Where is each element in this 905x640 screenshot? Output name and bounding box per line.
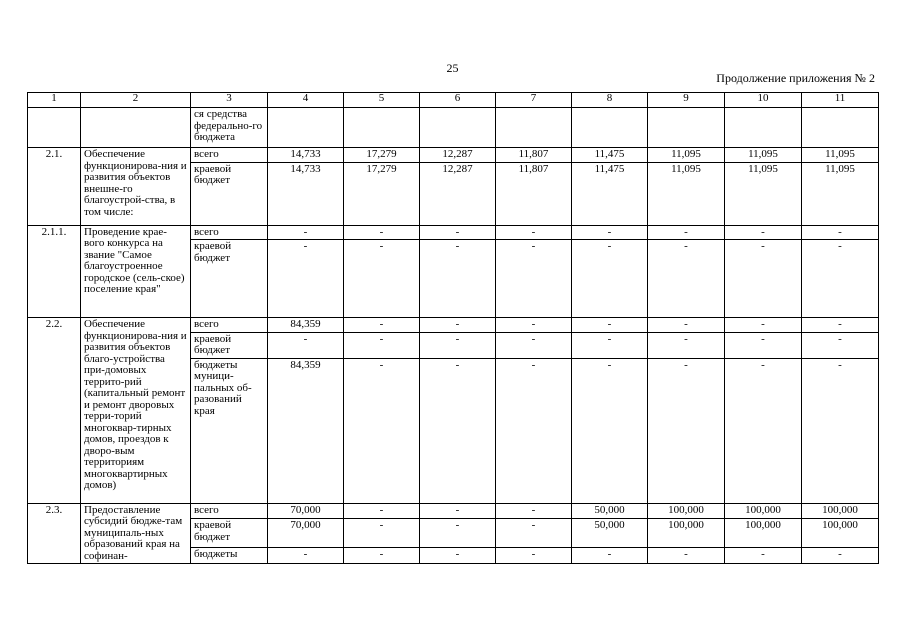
header-row (28, 93, 879, 108)
value-cell: 100,000 (802, 519, 879, 548)
value-cell: - (344, 503, 420, 519)
funding-source: ся средства федерально-го бюджета (191, 108, 268, 148)
value-cell: - (648, 548, 725, 564)
column-header-10: 10 (725, 93, 802, 108)
value-cell: 17,279 (344, 162, 420, 225)
value-cell: 11,807 (496, 162, 572, 225)
column-header-5: 5 (344, 93, 420, 108)
value-cell: - (648, 318, 725, 333)
funding-source: краевой бюджет (191, 240, 268, 318)
value-cell: 12,287 (420, 148, 496, 163)
value-cell: - (572, 548, 648, 564)
value-cell: - (420, 503, 496, 519)
column-header-2: 2 (81, 93, 191, 108)
value-cell (496, 108, 572, 148)
value-cell: - (496, 318, 572, 333)
value-cell: - (344, 240, 420, 318)
value-cell: - (496, 240, 572, 318)
continuation-label: Продолжение приложения № 2 (716, 71, 875, 85)
value-cell: 11,095 (802, 162, 879, 225)
column-header-4: 4 (268, 93, 344, 108)
value-cell: - (802, 332, 879, 358)
value-cell: - (268, 240, 344, 318)
value-cell: - (802, 318, 879, 333)
funding-source: всего (191, 318, 268, 333)
value-cell: - (268, 332, 344, 358)
value-cell: 84,359 (268, 358, 344, 503)
value-cell: - (344, 225, 420, 240)
value-cell: - (802, 240, 879, 318)
value-cell: - (496, 225, 572, 240)
value-cell: - (648, 240, 725, 318)
value-cell: - (648, 358, 725, 503)
value-cell: - (420, 548, 496, 564)
column-header-6: 6 (420, 93, 496, 108)
value-cell: 100,000 (648, 503, 725, 519)
column-header-3: 3 (191, 93, 268, 108)
column-header-7: 7 (496, 93, 572, 108)
value-cell: - (344, 519, 420, 548)
item-name: Проведение крае-вого конкурса на звание "Самое благоустроенное городское (сель-ское) поселение края" (81, 225, 191, 318)
value-cell: - (802, 548, 879, 564)
value-cell: 100,000 (648, 519, 725, 548)
column-header-11: 11 (802, 93, 879, 108)
funding-source: краевой бюджет (191, 162, 268, 225)
value-cell: - (725, 240, 802, 318)
value-cell: - (420, 358, 496, 503)
funding-source: краевой бюджет (191, 332, 268, 358)
value-cell: 50,000 (572, 503, 648, 519)
value-cell: - (572, 358, 648, 503)
value-cell: 11,095 (802, 148, 879, 163)
table-row (28, 108, 879, 148)
value-cell: - (648, 332, 725, 358)
value-cell: - (344, 332, 420, 358)
value-cell: - (725, 358, 802, 503)
page-number: 25 (446, 61, 459, 75)
value-cell: 11,095 (725, 162, 802, 225)
value-cell: 11,807 (496, 148, 572, 163)
table-row (28, 318, 879, 333)
value-cell (344, 108, 420, 148)
value-cell: - (572, 332, 648, 358)
item-code: 2.1. (28, 148, 81, 226)
value-cell: - (725, 548, 802, 564)
item-name: Обеспечение функционирова-ния и развития объектов внешне-го благоустрой-ства, в том числе: (81, 148, 191, 226)
value-cell (648, 108, 725, 148)
value-cell: - (496, 548, 572, 564)
item-code: 2.2. (28, 318, 81, 504)
value-cell (725, 108, 802, 148)
value-cell: - (572, 240, 648, 318)
value-cell (802, 108, 879, 148)
value-cell: 11,095 (648, 148, 725, 163)
value-cell: 100,000 (725, 503, 802, 519)
value-cell: 11,095 (648, 162, 725, 225)
funding-source: бюджеты муници-пальных об-разований края (191, 358, 268, 503)
column-header-8: 8 (572, 93, 648, 108)
value-cell: - (802, 358, 879, 503)
value-cell: - (725, 332, 802, 358)
value-cell: - (802, 225, 879, 240)
value-cell: 12,287 (420, 162, 496, 225)
value-cell: - (420, 332, 496, 358)
value-cell: - (344, 358, 420, 503)
value-cell: 11,475 (572, 162, 648, 225)
item-name (81, 108, 191, 148)
value-cell: - (420, 519, 496, 548)
value-cell: - (725, 225, 802, 240)
value-cell: 17,279 (344, 148, 420, 163)
value-cell: - (496, 358, 572, 503)
value-cell: 100,000 (725, 519, 802, 548)
budget-table (27, 92, 879, 564)
funding-source: всего (191, 225, 268, 240)
value-cell: - (572, 225, 648, 240)
funding-source: краевой бюджет (191, 519, 268, 548)
value-cell: - (268, 548, 344, 564)
value-cell: - (572, 318, 648, 333)
value-cell: 100,000 (802, 503, 879, 519)
table-row (28, 225, 879, 240)
value-cell: - (496, 332, 572, 358)
item-code (28, 108, 81, 148)
value-cell: 11,095 (725, 148, 802, 163)
column-header-9: 9 (648, 93, 725, 108)
table-body (28, 108, 879, 564)
value-cell: - (496, 519, 572, 548)
value-cell: - (268, 225, 344, 240)
value-cell: - (420, 318, 496, 333)
value-cell: 14,733 (268, 148, 344, 163)
value-cell (268, 108, 344, 148)
value-cell: 70,000 (268, 503, 344, 519)
table-row (28, 503, 879, 519)
column-header-1: 1 (28, 93, 81, 108)
value-cell: 70,000 (268, 519, 344, 548)
value-cell: - (344, 548, 420, 564)
value-cell (420, 108, 496, 148)
value-cell: 11,475 (572, 148, 648, 163)
value-cell: - (725, 318, 802, 333)
item-code: 2.3. (28, 503, 81, 564)
item-code: 2.1.1. (28, 225, 81, 318)
value-cell: - (420, 240, 496, 318)
value-cell: - (344, 318, 420, 333)
value-cell: 50,000 (572, 519, 648, 548)
value-cell: - (496, 503, 572, 519)
funding-source: бюджеты (191, 548, 268, 564)
value-cell: - (648, 225, 725, 240)
item-name: Предоставление субсидий бюдже-там муниципаль-ных образований края на софинан- (81, 503, 191, 564)
value-cell: 14,733 (268, 162, 344, 225)
table-row (28, 148, 879, 163)
value-cell: 84,359 (268, 318, 344, 333)
funding-source: всего (191, 148, 268, 163)
value-cell: - (420, 225, 496, 240)
item-name: Обеспечение функционирова-ния и развития объектов благо-устройства при-домовых террито-рий (капитальный ремонт и ремонт дворовых терри-торий многоквар-тирных домов, проездов к дворо-вым территориям многоквартирных домов) (81, 318, 191, 504)
value-cell (572, 108, 648, 148)
funding-source: всего (191, 503, 268, 519)
